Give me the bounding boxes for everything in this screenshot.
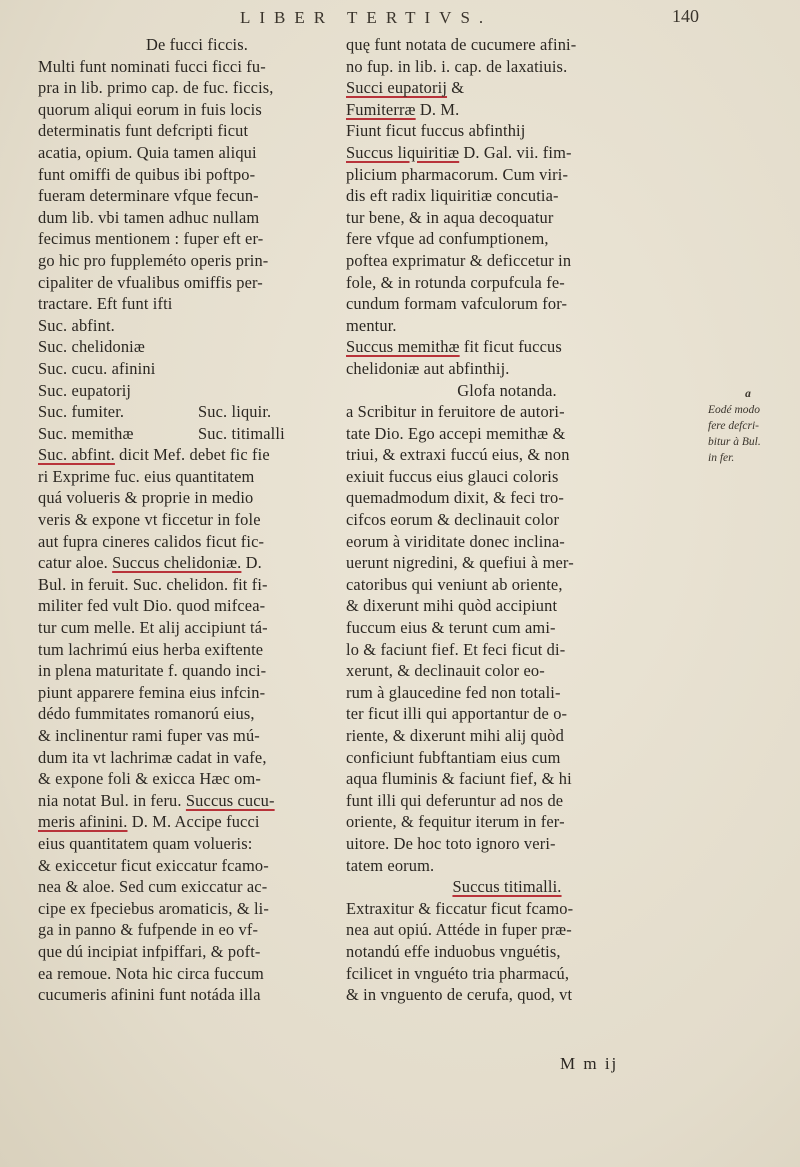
right-column-line: tur bene, & in aqua decoquatur xyxy=(346,207,554,227)
right-column-line: uitore. De hoc toto ignoro veri- xyxy=(346,833,556,853)
left-column-line: De fucci ficcis. xyxy=(145,35,249,54)
left-column-line: Suc. cucu. afinini xyxy=(38,358,156,378)
left-column-line-entry: Suc. memithæ xyxy=(38,423,134,443)
right-column-line: chelidoniæ aut abfinthij. xyxy=(346,358,510,378)
right-column-line: exiuit fuccus eius glauci coloris xyxy=(346,466,559,486)
right-column-line: riente, & dixerunt mihi alij quòd xyxy=(346,726,564,745)
left-column-line: Multi funt nominati fucci ficci fu- xyxy=(38,56,266,76)
left-column-line: piunt apparere femina eius infcin- xyxy=(38,682,266,702)
margin-note-mark: a xyxy=(745,388,751,400)
margin-note-line: fere defcri- xyxy=(708,420,759,432)
right-column-rubric: Succus liquiritiæ xyxy=(346,142,460,162)
left-column-rubric: meris afinini. xyxy=(38,812,128,832)
left-column-line: acatia, opium. Quia tamen aliqui xyxy=(38,142,257,162)
right-column-rubric: Succus titimalli. xyxy=(452,877,562,897)
left-column-rubric: Succus cucu- xyxy=(185,790,275,810)
left-column-line: cipe ex fpeciebus aromaticis, & li- xyxy=(38,898,269,918)
left-column-line: Suc. eupatorij xyxy=(38,380,132,400)
right-column-line: Succus liquiritiæ D. Gal. vii. fim- xyxy=(346,142,572,162)
right-column-line: Glofa notanda. xyxy=(457,380,557,400)
left-column-line: go hic pro fuppleméto operis prin- xyxy=(38,250,269,270)
left-column-line: tur cum melle. Et alij accipiunt tá- xyxy=(38,618,268,638)
left-column-line: eius quantitatem quam volueris: xyxy=(38,833,253,853)
margin-note-line: Eodé modo xyxy=(708,404,761,416)
right-column-line: notandú effe induobus vnguétis, xyxy=(346,941,561,961)
left-column-line: quá volueris & proprie in medio xyxy=(38,488,254,508)
left-column-line: cipaliter de vfualibus omiffis per- xyxy=(38,272,263,292)
right-column-line: & in vnguento de cerufa, quod, vt xyxy=(346,985,573,1005)
right-column-line: fole, & in rotunda corpufcula fe- xyxy=(346,272,565,292)
left-column-line: ga in panno & fufpende in eo vf- xyxy=(38,920,259,940)
left-column-line: nia notat Bul. in feru. Succus cucu- xyxy=(38,790,275,810)
left-column-line: determinatis funt defcripti ficut xyxy=(38,121,249,141)
right-column-line xyxy=(346,876,668,898)
right-column-line: cifcos eorum & declinauit color xyxy=(346,510,560,530)
left-column-line: Suc. abfint. dicit Mef. debet fic fie xyxy=(38,445,270,465)
right-column-line: eorum à viriditate donec inclina- xyxy=(346,531,565,551)
left-column-line: tum lachrimú eius herba exiftente xyxy=(38,639,264,659)
left-column-line: dum lib. vbi tamen adhuc nullam xyxy=(38,207,260,227)
right-column-line: lo & faciunt fief. Et feci ficut di- xyxy=(346,639,566,659)
left-column-line: nea & aloe. Sed cum exiccatur ac- xyxy=(38,877,268,897)
right-column-rubric: Succi eupatorij xyxy=(346,78,448,98)
left-column-line: & inclinentur rami fuper vas mú- xyxy=(38,726,260,745)
right-column-line: conficiunt fubftantiam eius cum xyxy=(346,747,561,767)
right-column-line: triui, & extraxi fuccú eius, & non xyxy=(346,445,570,465)
left-column-line: quorum aliqui eorum in fuis locis xyxy=(38,99,262,119)
left-column-line: & exiccetur ficut exiccatur fcamo- xyxy=(38,855,269,875)
left-column-line: catur aloe. Succus chelidoniæ. D. xyxy=(38,553,262,573)
right-column-line: aqua fluminis & faciunt fief, & hi xyxy=(346,769,572,789)
right-column-line: a Scribitur in feruitore de autori- xyxy=(346,402,565,422)
running-head: LIBER TERTIVS. xyxy=(240,8,493,27)
left-column-line: meris afinini. D. M. Accipe fucci xyxy=(38,812,260,832)
right-column-line: Succus memithæ fit ficut fuccus xyxy=(346,337,562,357)
signature-mark: M m ij xyxy=(560,1054,619,1073)
left-column-line: que dú incipiat infpiffari, & poft- xyxy=(38,941,261,961)
right-column-line: Succi eupatorij & xyxy=(346,78,465,98)
right-column xyxy=(346,34,668,1006)
left-column xyxy=(38,34,356,1006)
left-column-line: Suc. abfint. xyxy=(38,315,115,335)
page-number: 140 xyxy=(672,6,699,26)
left-column-line: Bul. in feruit. Suc. chelidon. fit fi- xyxy=(38,574,268,594)
left-column-line xyxy=(38,401,356,423)
left-column-line-entry: Suc. liquir. xyxy=(198,402,272,422)
right-column-rubric: Fumiterræ xyxy=(346,99,416,119)
right-column-line: mentur. xyxy=(346,315,397,335)
right-column-line: no fup. in lib. i. cap. de laxatiuis. xyxy=(346,56,568,76)
margin-note xyxy=(708,386,788,466)
margin-note-line: in fer. xyxy=(708,452,735,464)
right-column-line: poftea exprimatur & deficcetur in xyxy=(346,250,572,270)
right-column-line: quę funt notata de cucumere afini- xyxy=(346,35,577,54)
left-column-line: militer fed vult Dio. quod mifcea- xyxy=(38,596,266,616)
right-column-line: plicium pharmacorum. Cum viri- xyxy=(346,164,569,184)
right-column-line: fuccum eius & terunt cum ami- xyxy=(346,618,556,638)
right-column-line: cundum formam vafculorum for- xyxy=(346,294,568,314)
left-column-line: fueram determinare vfque fecun- xyxy=(38,186,259,206)
right-column-rubric: Succus memithæ xyxy=(346,337,460,357)
left-column-line: pra in lib. primo cap. de fuc. ficcis, xyxy=(38,78,274,98)
right-column-line: catoribus qui veniunt ab oriente, xyxy=(346,574,563,594)
right-column-line: fcilicet in vnguéto tria pharmacú, xyxy=(346,963,570,983)
left-column-line: tractare. Eft funt ifti xyxy=(38,294,173,314)
left-column-line: funt omiffi de quibus ibi poftpo- xyxy=(38,164,256,184)
left-column-line: Suc. chelidoniæ xyxy=(38,337,145,357)
right-column-line: Extraxitur & ficcatur ficut fcamo- xyxy=(346,898,574,918)
right-column-line: & dixerunt mihi quòd accipiunt xyxy=(346,596,558,616)
right-column-line: oriente, & fequitur iterum in fer- xyxy=(346,812,565,832)
right-column-line: rum à glaucedine fed non totali- xyxy=(346,682,561,702)
right-column-line: tate Dio. Ego accepi memithæ & xyxy=(346,423,566,443)
left-column-line-entry: Suc. titimalli xyxy=(198,423,285,443)
right-column-line: nea aut opiú. Attéde in fuper præ- xyxy=(346,920,572,940)
left-column-line: in plena maturitate f. quando inci- xyxy=(38,661,267,681)
left-column-line: dum ita vt lachrimæ cadat in vafe, xyxy=(38,747,267,767)
right-column-line: tatem eorum. xyxy=(346,855,435,875)
left-column-line: dédo fummitates romanorú eius, xyxy=(38,704,255,724)
right-column-line: ter ficut illi qui apportantur de o- xyxy=(346,704,568,724)
left-column-line: ri Exprime fuc. eius quantitatem xyxy=(38,466,255,486)
right-column-line: Fumiterræ D. M. xyxy=(346,99,460,119)
right-column-line: dis eft radix liquiritiæ concutia- xyxy=(346,186,559,206)
left-column-line: ea remoue. Nota hic circa fuccum xyxy=(38,963,264,983)
right-column-line: quemadmodum dixit, & feci tro- xyxy=(346,488,564,508)
left-column-rubric: Succus chelidoniæ. xyxy=(112,553,242,573)
margin-note-line: bitur à Bul. xyxy=(708,436,761,448)
left-column-line: & expone foli & exicca Hæc om- xyxy=(38,769,261,789)
left-column-rubric: Suc. abfint. xyxy=(38,445,115,465)
left-column-line: aut fupra cineres calidos ficut fic- xyxy=(38,531,265,551)
left-column-line xyxy=(38,423,356,445)
left-column-line-entry: Suc. fumiter. xyxy=(38,402,125,422)
left-column-line: cucumeris afinini funt notáda illa xyxy=(38,985,261,1005)
right-column-line: fere vfque ad confumptionem, xyxy=(346,229,549,249)
right-column-line: funt illi qui deferuntur ad nos de xyxy=(346,790,564,810)
right-column-line: xerunt, & declinauit color eo- xyxy=(346,661,545,681)
right-column-line: uerunt nigredini, & quefiui à mer- xyxy=(346,553,574,573)
right-column-line: Fiunt ficut fuccus abfinthij xyxy=(346,121,526,141)
left-column-line: veris & expone vt ficcetur in fole xyxy=(38,510,261,530)
left-column-line: fecimus mentionem : fuper eft er- xyxy=(38,229,264,249)
